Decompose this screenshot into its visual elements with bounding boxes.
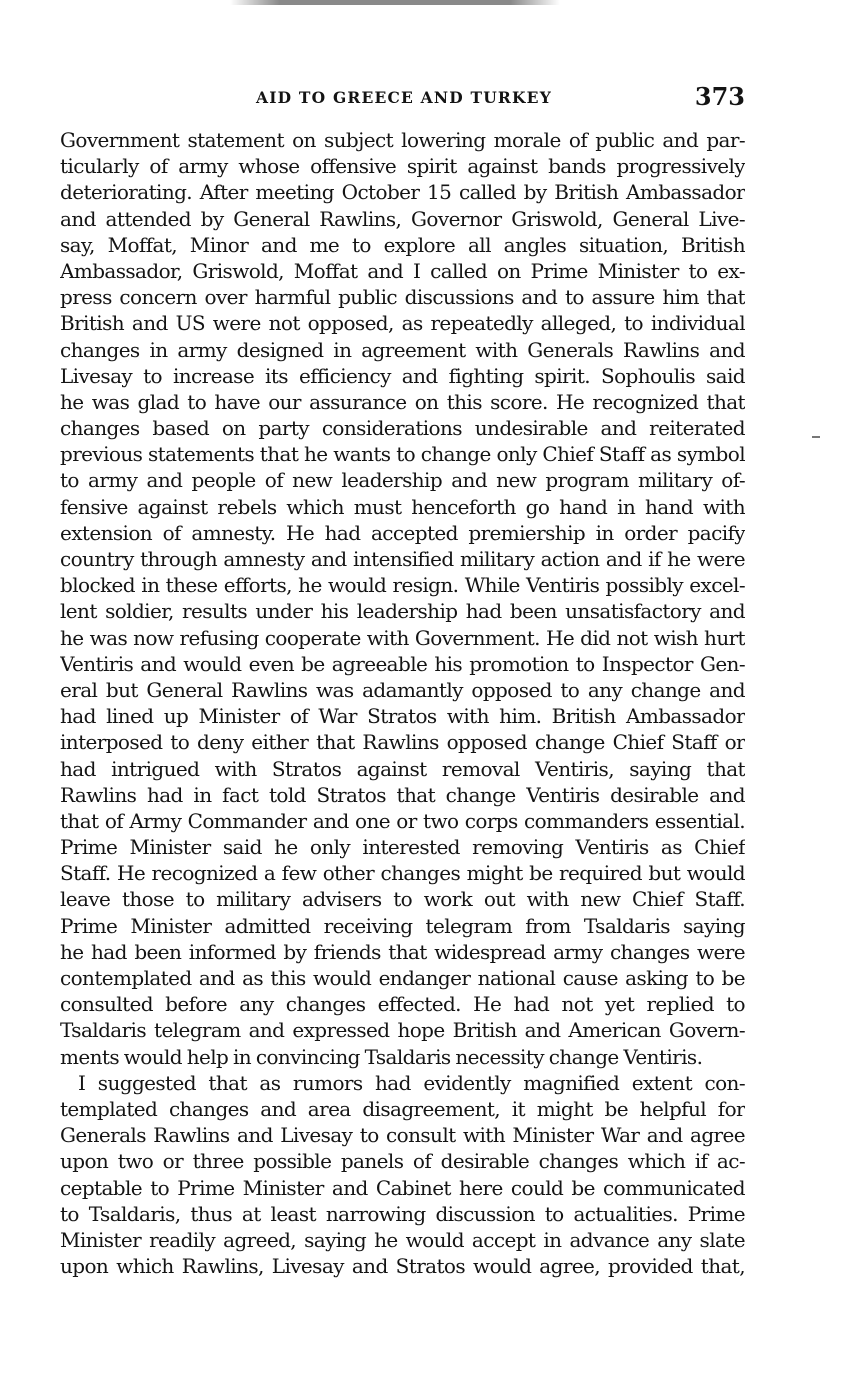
text-line: consulted before any changes effected. He had not yet replied to <box>60 992 745 1017</box>
text-line: British and US were not opposed, as repeatedly alleged, to individual <box>60 311 745 336</box>
text-line: and attended by General Rawlins, Governor Griswold, General Live- <box>60 206 745 231</box>
paragraph-1 <box>60 127 745 1070</box>
text-line: Prime Minister said he only interested removing Ventiris as Chief <box>60 835 745 860</box>
text-line: to army and people of new leadership and new program military of- <box>60 468 745 493</box>
text-line: Generals Rawlins and Livesay to consult with Minister War and agree <box>60 1123 745 1148</box>
text-line: Minister readily agreed, saying he would accept in advance any slate <box>60 1227 745 1252</box>
text-line: upon two or three possible panels of desirable changes which if ac- <box>60 1149 745 1174</box>
text-line: Government statement on subject lowering morale of public and par- <box>60 128 745 152</box>
text-line: I suggested that as rumors had evidently magnified extent con- <box>78 1070 745 1095</box>
margin-mark <box>812 436 820 438</box>
top-edge-rule <box>230 0 560 5</box>
text-line: leave those to military advisers to work out with new Chief Staff. <box>60 887 745 912</box>
body-text <box>60 127 745 1279</box>
text-line: extension of amnesty. He had accepted premiership in order pacify <box>60 520 745 545</box>
text-line: Tsaldaris telegram and expressed hope British and American Govern- <box>60 1018 745 1043</box>
page-number: 373 <box>694 82 745 111</box>
text-line: to Tsaldaris, thus at least narrowing discussion to actualities. Prime <box>60 1201 745 1226</box>
text-line: changes based on party considerations undesirable and reiterated <box>60 416 745 441</box>
text-line: Rawlins had in fact told Stratos that change Ventiris desirable and <box>60 782 745 807</box>
text-line: had lined up Minister of War Stratos with him. British Ambassador <box>60 704 745 729</box>
text-line: Ambassador, Griswold, Moffat and I called on Prime Minister to ex- <box>60 258 745 283</box>
paragraph-2 <box>60 1070 745 1280</box>
text-line: he had been informed by friends that widespread army changes were <box>60 939 745 964</box>
text-line: say, Moffat, Minor and me to explore all angles situation, British <box>60 232 745 257</box>
running-head-title: AID TO GREECE AND TURKEY <box>256 88 552 107</box>
text-line: eral but General Rawlins was adamantly opposed to any change and <box>60 677 745 702</box>
text-line: ments would help in convincing Tsaldaris necessity change Ventiris. <box>60 1044 703 1069</box>
text-line: contemplated and as this would endanger national cause asking to be <box>60 966 745 990</box>
text-line: deteriorating. After meeting October 15 called by British Ambassador <box>60 180 745 205</box>
text-line: he was now refusing cooperate with Government. He did not wish hurt <box>60 625 745 650</box>
text-line: changes in army designed in agreement with Generals Rawlins and <box>60 337 745 362</box>
text-line: ceptable to Prime Minister and Cabinet here could be communicated <box>60 1175 745 1200</box>
text-line: he was glad to have our assurance on this score. He recognized that <box>60 389 745 414</box>
text-line: Livesay to increase its efficiency and fighting spirit. Sophoulis said <box>60 363 745 388</box>
text-line: Ventiris and would even be agreeable his promotion to Inspector Gen- <box>60 651 745 676</box>
text-line: upon which Rawlins, Livesay and Stratos would agree, provided that, <box>60 1254 745 1279</box>
text-line: had intrigued with Stratos against removal Ventiris, saying that <box>60 756 745 781</box>
text-line: ticularly of army whose offensive spirit against bands progressively <box>60 154 745 179</box>
text-line: interposed to deny either that Rawlins opposed change Chief Staff or <box>60 730 745 755</box>
text-line: press concern over harmful public discussions and to assure him that <box>60 285 745 310</box>
text-line: lent soldier, results under his leadership had been unsatisfactory and <box>60 599 745 624</box>
text-line: blocked in these efforts, he would resign. While Ventiris possibly excel- <box>60 573 745 598</box>
text-line: previous statements that he wants to change only Chief Staff as symbol <box>60 442 745 467</box>
running-head <box>60 84 745 114</box>
text-line: fensive against rebels which must henceforth go hand in hand with <box>60 494 745 519</box>
text-line: that of Army Commander and one or two corps commanders essential. <box>60 808 745 833</box>
text-line: Staff. He recognized a few other changes might be required but would <box>60 861 745 886</box>
text-line: templated changes and area disagreement, it might be helpful for <box>60 1096 745 1121</box>
text-line: country through amnesty and intensified military action and if he were <box>60 547 745 571</box>
text-line: Prime Minister admitted receiving telegram from Tsaldaris saying <box>60 913 745 938</box>
